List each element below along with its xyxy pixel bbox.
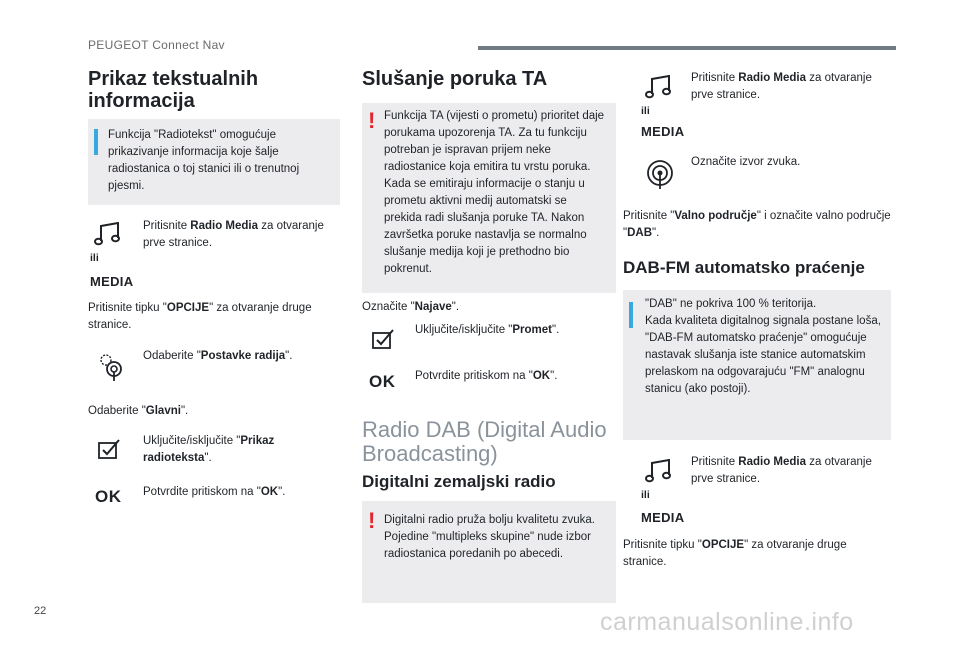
step-radio-media: Pritisnite Radio Media za otvaranje prve stranice. xyxy=(691,72,872,101)
music-note-icon xyxy=(645,75,673,99)
step-radio-media: Pritisnite Radio Media za otvaranje prve stranice. xyxy=(691,456,872,485)
radio-source-icon xyxy=(645,158,675,190)
section-heading-dab-fm: DAB-FM automatsko praćenje xyxy=(623,258,865,277)
header-rule xyxy=(478,46,896,50)
running-header: PEUGEOT Connect Nav xyxy=(88,38,225,52)
step-toggle-radiotext: Uključite/isključite "Prikaz radioteksta". xyxy=(143,435,275,464)
radio-settings-icon xyxy=(98,352,128,382)
step-options: Pritisnite tipku "OPCIJE" za otvaranje druge stranice. xyxy=(88,302,312,331)
warning-icon: ! xyxy=(368,508,376,533)
warning-note-text: Funkcija TA (vijesti o prometu) prioritet daje porukama upozorenja TA. Za tu funkciju potreban je ispravan prijem neke radiostanice koja emitira tu vrstu poruka. Kada se emitiraju informacije o stanju u prometu aktivni medij automatski se prekida radi slušanja poruke TA. Nakon završetka poruke nastavlja se normalno slušanje medija koji je prethodno bio pokrenut. xyxy=(384,110,605,275)
media-button-label: MEDIA xyxy=(641,510,685,525)
checkbox-icon xyxy=(372,328,396,350)
or-label: ili xyxy=(90,252,99,264)
page-number: 22 xyxy=(34,605,47,617)
info-note xyxy=(623,290,891,440)
step-select-band: Pritisnite "Valno područje" i označite valno područje "DAB". xyxy=(623,210,891,239)
chapter-title-dab: Radio DAB (Digital Audio Broadcasting) xyxy=(362,417,607,466)
ok-icon: OK xyxy=(369,372,396,391)
warning-note-text: Digitalni radio pruža bolju kvalitetu zvuka. Pojedine "multipleks skupine" nude izbor radiostanica poredanih po abecedi. xyxy=(384,514,595,560)
warning-note xyxy=(362,103,616,293)
checkbox-icon xyxy=(98,438,122,460)
info-note-text: Funkcija "Radiotekst" omogućuje prikazivanje informacija koje šalje radiostanica o toj stanici ili o trenutnoj pjesmi. xyxy=(108,129,300,192)
step-options: Pritisnite tipku "OPCIJE" za otvaranje druge stranice. xyxy=(623,539,847,568)
info-icon xyxy=(94,129,98,155)
step-toggle-traffic: Uključite/isključite "Promet". xyxy=(415,324,560,336)
info-note xyxy=(88,119,340,205)
warning-icon: ! xyxy=(368,108,376,133)
or-label: ili xyxy=(641,105,650,117)
subheading-digital-radio: Digitalni zemaljski radio xyxy=(362,472,556,491)
info-icon xyxy=(629,302,633,328)
ok-icon: OK xyxy=(95,487,122,506)
section-heading-ta: Slušanje poruka TA xyxy=(362,68,548,90)
step-select-source: Označite izvor zvuka. xyxy=(691,156,801,168)
or-label: ili xyxy=(641,489,650,501)
media-button-label: MEDIA xyxy=(641,124,685,139)
music-note-icon xyxy=(94,222,122,246)
step-announcements: Označite "Najave". xyxy=(362,301,460,313)
step-confirm-ok: Potvrdite pritiskom na "OK". xyxy=(143,486,286,498)
step-select-main: Odaberite "Glavni". xyxy=(88,405,189,417)
media-button-label: MEDIA xyxy=(90,274,134,289)
section-heading-radiotext: Prikaz tekstualnih informacija xyxy=(88,68,259,112)
info-note-text: "DAB" ne pokriva 100 % teritorija. Kada kvaliteta digitalnog signala postane loša, "DAB-FM automatsko praćenje" omogućuje nastavak slušanja iste stanice automatskim prelaskom na odgovarajuću "FM" analognu stanicu (ako postoji). xyxy=(645,298,881,395)
music-note-icon xyxy=(645,459,673,483)
step-radio-settings: Odaberite "Postavke radija". xyxy=(143,350,293,362)
step-radio-media: Pritisnite Radio Media za otvaranje prve stranice. xyxy=(143,220,324,249)
step-confirm-ok: Potvrdite pritiskom na "OK". xyxy=(415,370,558,382)
watermark: carmanualsonline.info xyxy=(600,608,854,636)
warning-note xyxy=(362,501,616,603)
